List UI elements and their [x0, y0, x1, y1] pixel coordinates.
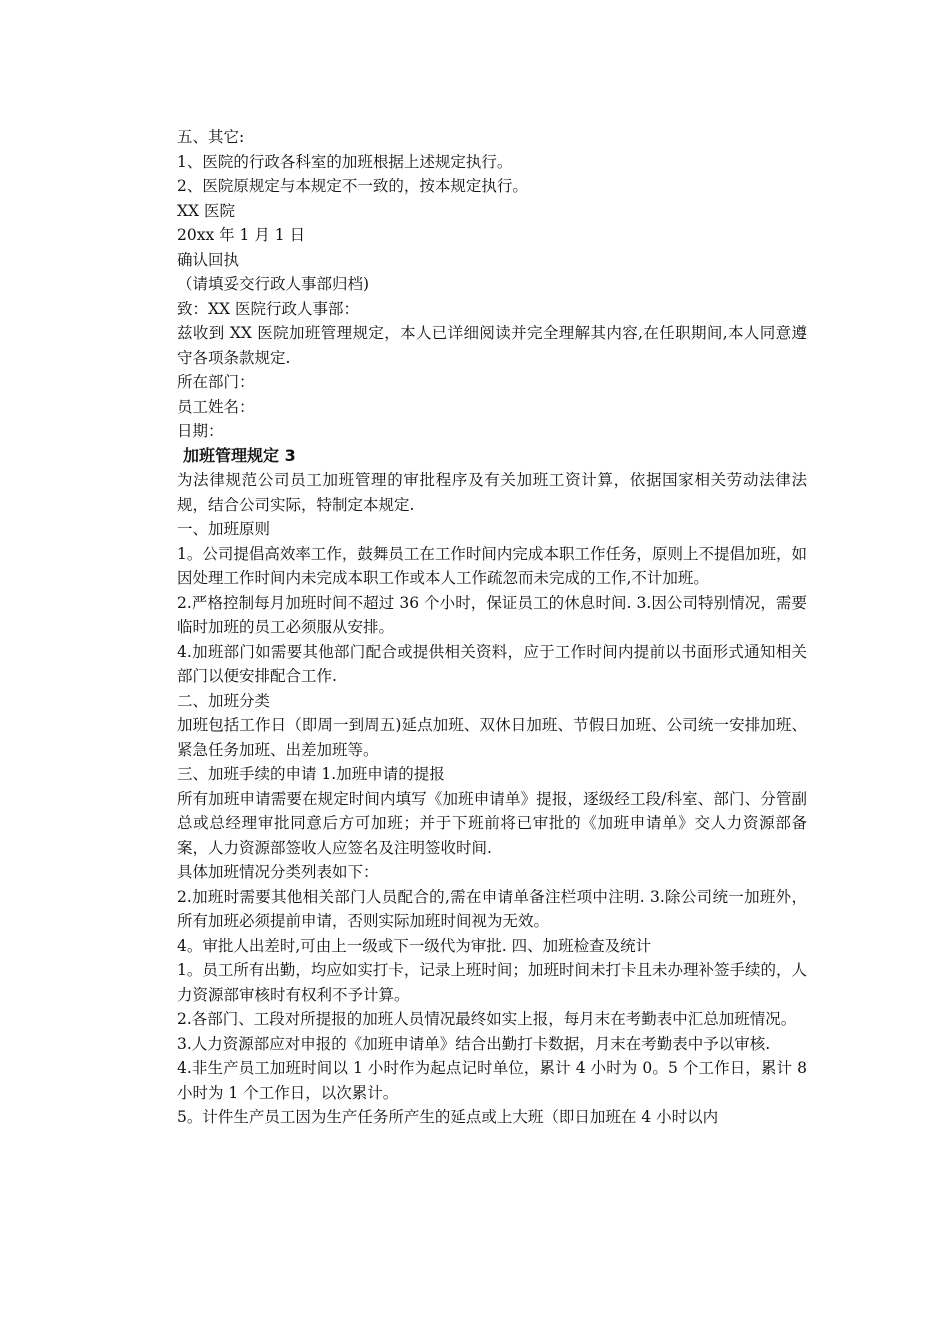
- list-item: 1、医院的行政各科室的加班根据上述规定执行。: [177, 152, 513, 171]
- receipt-note: （请填妥交行政人事部归档): [177, 275, 370, 293]
- receipt-body: 兹收到 XX 医院加班管理规定，本人已详细阅读并完全理解其内容,在任职期间,本人同意遵守各项条款规定.: [177, 324, 807, 367]
- paragraph: 具体加班情况分类列表如下：: [177, 863, 379, 881]
- field-date: 日期：: [177, 422, 224, 440]
- paragraph: 1。员工所有出勤，均应如实打卡，记录上班时间；加班时间未打卡且未办理补签手续的，人力资源部审核时有权利不予计算。: [177, 961, 807, 1004]
- section-heading: 一、加班原则: [177, 520, 271, 538]
- paragraph: 2.各部门、工段对所提报的加班人员情况最终如实上报，每月末在考勤表中汇总加班情况。: [177, 1010, 797, 1028]
- document-date: 20xx 年 1 月 1 日: [177, 226, 306, 244]
- document-body: [177, 125, 807, 1130]
- section-heading: 二、加班分类: [177, 691, 271, 710]
- list-item: 2、医院原规定与本规定不一致的，按本规定执行。: [177, 177, 528, 195]
- receipt-recipient: 致：XX 医院行政人事部：: [177, 299, 359, 318]
- paragraph: 2.严格控制每月加班时间不超过 36 个小时，保证员工的休息时间. 3.因公司特别情况，需要临时加班的员工必须服从安排。: [177, 593, 807, 636]
- paragraph: 1。公司提倡高效率工作，鼓舞员工在工作时间内完成本职工作任务，原则上不提倡加班，如因处理工作时间内未完成本职工作或本人工作疏忽而未完成的工作,不计加班。: [177, 544, 807, 587]
- field-department: 所在部门：: [177, 373, 255, 391]
- organization-name: XX 医院: [177, 201, 235, 220]
- intro-paragraph: 为法律规范公司员工加班管理的审批程序及有关加班工资计算，依据国家相关劳动法律法规，结合公司实际，特制定本规定.: [177, 471, 807, 514]
- paragraph: 4.加班部门如需要其他部门配合或提供相关资料，应于工作时间内提前以书面形式通知相关部门以便安排配合工作.: [177, 642, 807, 685]
- section-heading: 五、其它:: [177, 128, 245, 146]
- receipt-title: 确认回执: [177, 250, 240, 269]
- paragraph: 5。计件生产员工因为生产任务所产生的延点或上大班（即日加班在 4 小时以内: [177, 1108, 719, 1126]
- paragraph: 4.非生产员工加班时间以 1 小时作为起点记时单位，累计 4 小时为 0。5 个工作日，累计 8 小时为 1 个工作日，以次累计。: [177, 1059, 807, 1102]
- paragraph: 加班包括工作日（即周一到周五)延点加班、双休日加班、节假日加班、公司统一安排加班、紧急任务加班、出差加班等。: [177, 716, 807, 759]
- paragraph: 3.人力资源部应对申报的《加班申请单》结合出勤打卡数据，月末在考勤表中予以审核.: [177, 1034, 771, 1053]
- paragraph: 2.加班时需要其他相关部门人员配合的,需在申请单备注栏项中注明. 3.除公司统一加班外，所有加班必须提前申请，否则实际加班时间视为无效。: [177, 887, 807, 930]
- paragraph: 4。审批人出差时,可由上一级或下一级代为审批. 四、加班检查及统计: [177, 936, 652, 955]
- paragraph: 所有加班申请需要在规定时间内填写《加班申请单》提报，逐级经工段/科室、部门、分管副总或总经理审批同意后方可加班；并于下班前将已审批的《加班申请单》交人力资源部备案，人力资源部签收人应签名及注明签收时间.: [177, 789, 807, 857]
- field-employee-name: 员工姓名：: [177, 397, 255, 416]
- section-title: 加班管理规定 3: [183, 445, 296, 465]
- section-heading: 三、加班手续的申请 1.加班申请的提报: [177, 765, 445, 783]
